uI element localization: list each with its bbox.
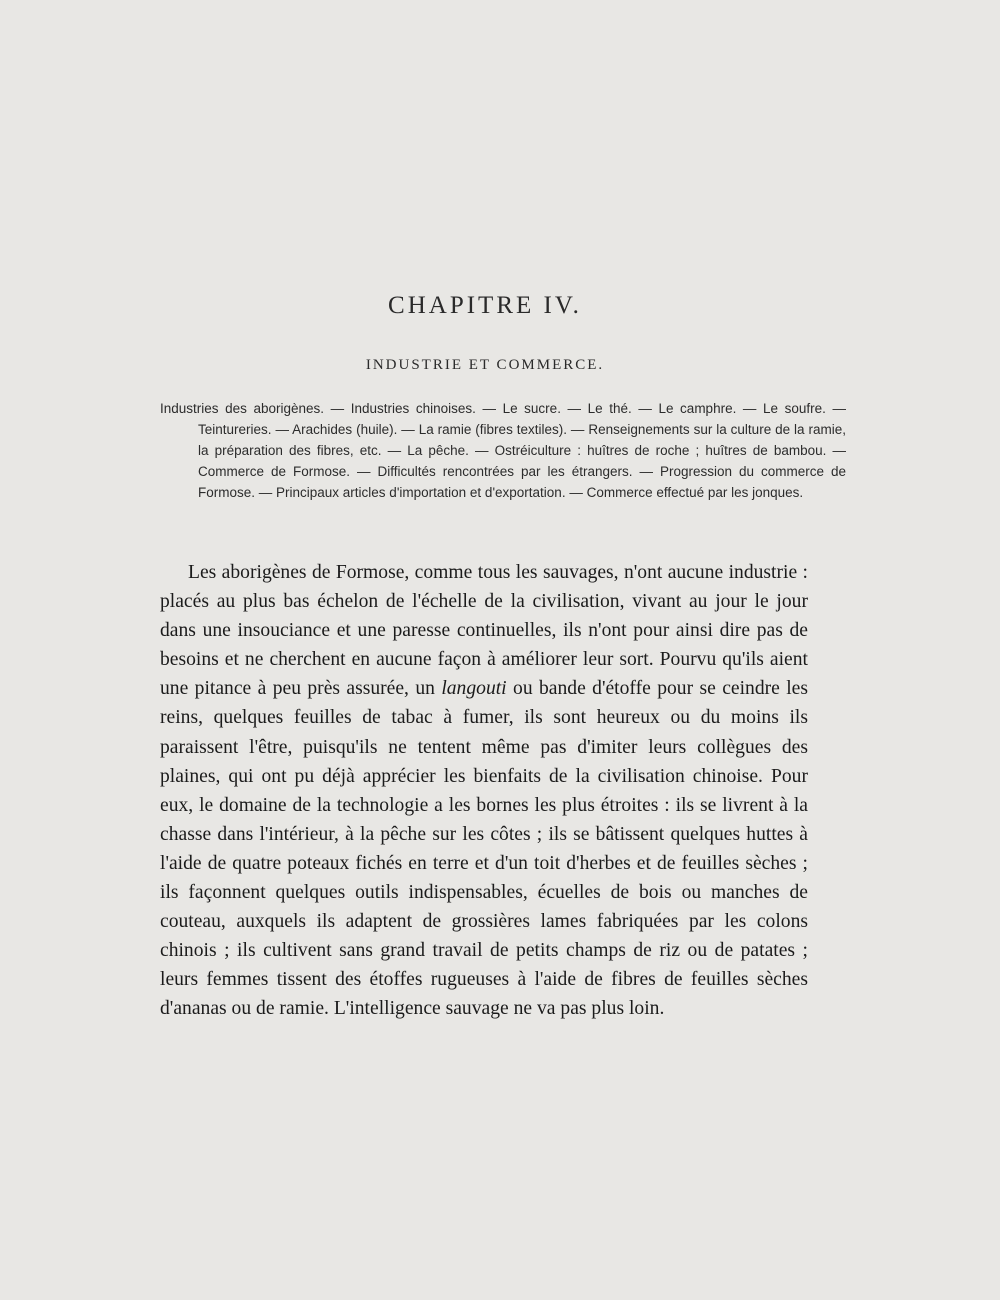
- body-text-part-2: ou bande d'étoffe pour se ceindre les reins, quelques feuilles de tabac à fumer, ils sont heureux ou du moins ils paraissent l'être, puisqu'ils ne tentent même pas d'imiter leurs collègues des plaines, qui ont pu déjà apprécier les bienfaits de la civilisation chinoise. Pour eux, le domaine de la technologie a les bornes les plus étroites : ils se livrent à la chasse dans l'intérieur, à la pêche sur les côtes ; ils se bâtissent quelques huttes à l'aide de quatre poteaux fichés en terre et d'un toit d'herbes et de feuilles sèches ; ils façonnent quelques outils indispensables, écuelles de bois ou manches de couteau, auxquels ils adaptent de grossières lames fabriquées par les colons chinois ; ils cultivent sans grand travail de petits champs de riz ou de patates ; leurs femmes tissent des étoffes rugueuses à l'aide de fibres de feuilles sèches d'ananas ou de ramie. L'intelligence sauvage ne va pas plus loin.: [160, 678, 808, 1020]
- chapter-subtitle: INDUSTRIE ET COMMERCE.: [365, 357, 605, 373]
- italic-term: langouti: [441, 678, 507, 700]
- body-text-part-1: Les aborigènes de Formose, comme tous les sauvages, n'ont aucune industrie : placés au plus bas échelon de l'échelle de la civilisation, vivant au jour le jour dans une insouciance et une paresse continuelles, ils n'ont pour ainsi dire pas de besoins et ne cherchent en aucune façon à améliorer leur sort. Pourvu qu'ils aient une pitance à peu près assurée, un: [160, 562, 808, 700]
- body-paragraph: [160, 558, 808, 1024]
- chapter-summary: Industries des aborigènes. — Industries chinoises. — Le sucre. — Le thé. — Le camphre. — Le soufre. — Teintureries. — Arachides (huile). — La ramie (fibres textiles). — Renseignements sur la culture de la ramie, la préparation des fibres, etc. — La pêche. — Ostréiculture : huîtres de roche ; huîtres de bambou. — Commerce de Formose. — Difficultés rencontrées par les étrangers. — Progression du commerce de Formose. — Principaux articles d'importation et d'exportation. — Commerce effectué par les jonques.: [160, 401, 846, 500]
- chapter-title: CHAPITRE IV.: [388, 292, 582, 319]
